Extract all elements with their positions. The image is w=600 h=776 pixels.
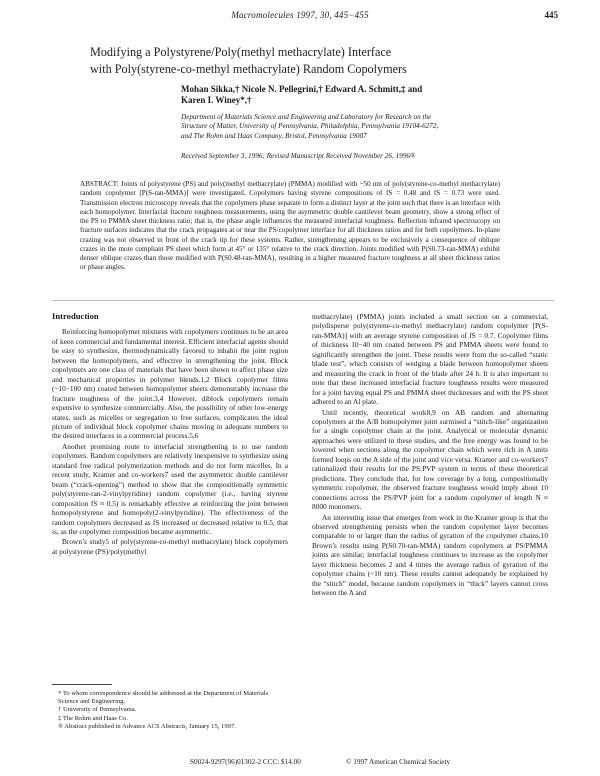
affiliation-line-3: and The Rohm and Haas Company, Bristol, Pennsylvania 19007 [181,131,367,140]
authors-line-1: Mohan Sikka,† Nicole N. Pellegrini,† Edward A. Schmitt,‡ and [181,84,423,94]
affiliation-line-1: Department of Materials Science and Engineering and Laboratory for Research on the [181,113,432,121]
section-heading-introduction: Introduction [52,311,99,321]
received-dates: Received September 3, 1996; Revised Manuscript Received November 26, 1996® [181,152,416,160]
body-paragraph: Until recently, theoretical work8,9 on AB random and alternating copolymers at the A/B homopolymer joint surmised a “stitch-like” organization for a single copolymer chain at the joint. Analytical or molecular dynamic approaches were utilized in these studies, and the free energy was found to be lowered when sections along the copolymer chain which were rich in A units formed loops on the A side of the joint and vice versa. Kramer and co-workers7 rationalized their results for the PS:PVP system in terms of these theoretical predictions. They conclude that, for low coverage by a long, compositionally symmetric copolymer, the observed fracture toughness would imply about 10 connections across the PS/PVP joint for a random copolymer of length N ≈ 8000 monomers. [312,407,548,512]
affiliation [181,113,551,141]
abstract [80,180,500,273]
right-column [312,312,548,599]
footnotes [52,690,288,731]
body-paragraph: An interesting issue that emerges from work in the Kramer group is that the observed strengthening persists when the random copolymer layer becomes comparable to or larger than the radius of gyration of the copolymer chains.10 Brown’s results using P(S0.70-ran-MMA) random copolymers at PS/PMMA joints are similar; interfacial toughness continues to increase as the copolymer layer thickness becomes 2 and 4 times the average radius of gyration of the copolymer chains (~10 nm). These results cannot adequately be explained by the “stitch” model, because random copolymers in “thick” layers cannot cross between the A and [312,512,548,598]
section-divider [52,300,554,301]
body-paragraph: methacrylate) (PMMA) joints included a small section on a commercial, polydisperse poly(styrene-co-methyl methacrylate) random copolymer [P(S-ran-MMA)] with an average styrene composition of fS = 0.7. Copolymer films of thickness 10−40 nm coated between PS and PMMA sheets were found to significantly strengthen the joint. These results were from the so-called “static blade test”, which consists of wedging a blade between homopolymer sheets and measuring the crack in front of the blade after 24 h. It is also important to note that these increased interfacial fracture toughness results were measured for a joint having equal PS and PMMA sheet thicknesses and with the PS sheet adhered to an Al plate. [312,312,548,407]
footnote-rohm-haas: ‡ The Rohm and Haas Co. [58,714,128,722]
footer-article-code: S0024-9297(96)01302-2 CCC: $14.00 [190,758,301,766]
footnote-upenn: † University of Pennsylvania. [58,706,137,714]
footnote-correspondence: * To whom correspondence should be addressed at the Department of Materials Science and Engineering. [58,690,269,706]
page-number: 445 [544,10,558,20]
title-line-1: Modifying a Polystyrene/Poly(methyl methacrylate) Interface [90,45,392,59]
title-line-2: with Poly(styrene-co-methyl methacrylate) Random Copolymers [90,62,407,76]
authors-line-2: Karen I. Winey*,† [181,95,252,105]
article-title [90,44,560,78]
affiliation-line-2: Structure of Matter, University of Pennsylvania, Philadelphia, Pennsylvania 19104-6272, [181,122,439,131]
body-paragraph: Reinforcing homopolymer mixtures with copolymers continues to be an area of keen commercial and fundamental interest. Efficient interfacial agents should be easy to synthesize, thermodynamically favored to inhabit the joint region between the homopolymers, and effective in strengthening the joint. Block copolymers are one class of materials that have been shown to affect phase size and mechanical properties in polymer blends.1,2 Block copolymer films (~10−100 nm) coated between homopolymer sheets demonstrably increase the fracture toughness of the joint.3,4 However, diblock copolymers remain expensive to synthesize commercially. Also, the possibility of other low-energy states, such as micelles or segregation to free surfaces, complicates the ideal picture of individual block copolymer chains moving in adequate numbers to the desired interfaces in a commercial process.5,6 [52,327,288,441]
footnote-rule [52,684,112,685]
abstract-text: ABSTRACT: Joints of polystyrene (PS) and poly(methyl methacrylate) (PMMA) modified with ~50 nm of poly(styrene-co-methyl methacrylate) random copolymer [P(S-ran-MMA)] were investigated. Copolymers having styrene compositions of fS = 0.48 and fS = 0.73 were used. Transmission electron microscopy reveals that the copolymers phase separate to form a distinct layer at the joint such that there is an interface with each homopolymer. Interfacial fracture toughness measurements, using the asymmetric double cantilever beam geometry, show a strong effect of the PS to PMMA sheet thickness ratio; that is, the phase angle influences the measured interfacial toughness. Reflection infrared spectroscopy on fracture surfaces indicates that the crack propagates at or near the PS/copolymer interface for all thickness ratios and for both copolymers. In-plane crazing was not observed in front of the crack tip for these systems. Rather, strengthening appears to be exclusively a consequence of oblique crazes in the more compliant PS sheet which form at 45° or 135° relative to the crack direction. Joints modified with P(S0.73-ran-MMA) exhibit denser oblique crazes than those modified with P(S0.48-ran-MMA), resulting in a higher measured fracture toughness at all sheet thickness ratios or phase angles. [80,180,500,272]
left-column [52,312,288,557]
journal-citation: Macromolecules 1997, 30, 445−455 [231,10,369,20]
footer-copyright: © 1997 American Chemical Society [346,758,451,766]
footnote-abstract-published: ® Abstract published in Advance ACS Abstracts, January 15, 1997. [58,722,236,730]
body-paragraph: Brown’s study5 of poly(styrene-co-methyl methacrylate) block copolymers at polystyrene (PS)/poly(methyl [52,537,288,556]
body-paragraph: Another promising route to interfacial strengthening is to use random copolymers. Random copolymers are relatively inexpensive to synthesize using standard free radical polymerization methods and do not form micelles. In a recent study, Kramer and co-workers7 used the asymmetric double cantilever beam (“crack-opening”) method to show that the compositionally symmetric poly(styrene-ran-2-vinylpyridine) random copolymer (i.e., having styrene composition fS ≈ 0.5) is remarkably effective at reinforcing the joint between homopolystyrene and homopoly(2-vinylpyridine). The effectiveness of the random copolymers decreased as fS increased or decreased relative to 0.5, that is, as the copolymer composition became asymmetric. [52,441,288,536]
author-list [181,84,541,106]
